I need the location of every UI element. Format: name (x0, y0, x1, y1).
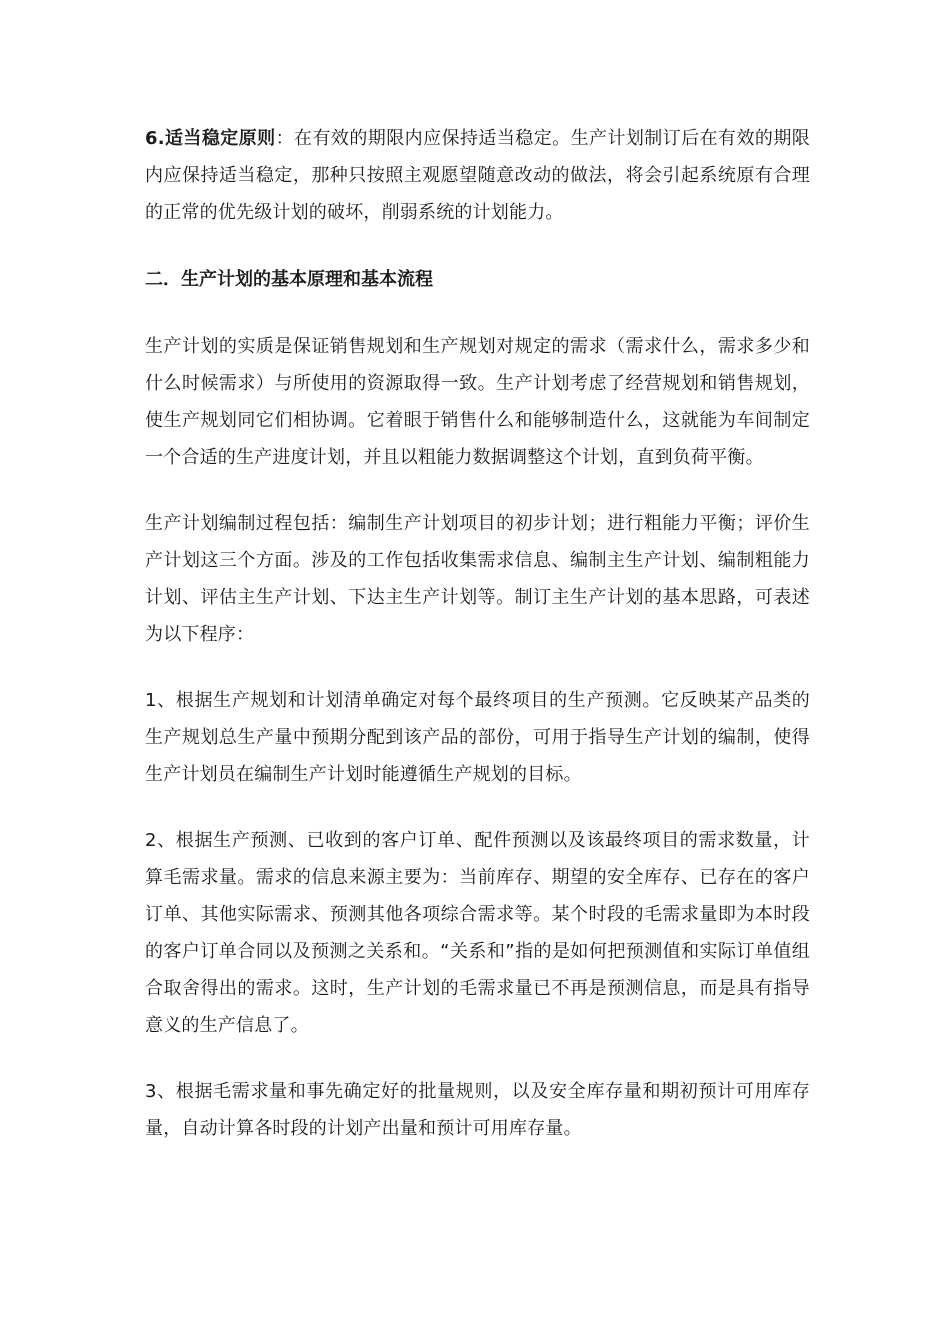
principle-title: 6.适当稳定原则 (145, 128, 276, 149)
document-body (145, 120, 810, 1147)
paragraph-step-2: 2、根据生产预测、已收到的客户订单、配件预测以及该最终项目的需求数量，计算毛需求量。需求的信息来源主要为：当前库存、期望的安全库存、已存在的客户订单、其他实际需求、预测其他各项综合需求等。某个时段的毛需求量即为本时段的客户订单合同以及预测之关系和。“关系和”指的是如何把预测值和实际订单值组合取舍得出的需求。这时，生产计划的毛需求量已不再是预测信息，而是具有指导意义的生产信息了。 (145, 830, 810, 1036)
section-heading: 二．生产计划的基本原理和基本流程 (145, 269, 433, 290)
paragraph-step-1: 1、根据生产规划和计划清单确定对每个最终项目的生产预测。它反映某产品类的生产规划总生产量中预期分配到该产品的部份，可用于指导生产计划的编制，使得生产计划员在编制生产计划时能遵循生产规划的目标。 (145, 690, 810, 785)
paragraph-planning-essence: 生产计划的实质是保证销售规划和生产规划对规定的需求（需求什么，需求多少和什么时候需求）与所使用的资源取得一致。生产计划考虑了经营规划和销售规划，使生产规划同它们相协调。它着眼于销售什么和能够制造什么，这就能为车间制定一个合适的生产进度计划，并且以粗能力数据调整这个计划，直到负荷平衡。 (145, 336, 810, 468)
paragraph-stability-principle (145, 120, 810, 231)
paragraph-planning-process: 生产计划编制过程包括：编制生产计划项目的初步计划；进行粗能力平衡；评价生产计划这三个方面。涉及的工作包括收集需求信息、编制主生产计划、编制粗能力计划、评估主生产计划、下达主生产计划等。制订主生产计划的基本思路，可表述为以下程序： (145, 513, 810, 645)
principle-text: ：在有效的期限内应保持适当稳定。生产计划制订后在有效的期限内应保持适当稳定，那种只按照主观愿望随意改动的做法，将会引起系统原有合理的正常的优先级计划的破坏，削弱系统的计划能力。 (145, 128, 810, 223)
paragraph-step-3: 3、根据毛需求量和事先确定好的批量规则，以及安全库存量和期初预计可用库存量，自动计算各时段的计划产出量和预计可用库存量。 (145, 1081, 810, 1139)
